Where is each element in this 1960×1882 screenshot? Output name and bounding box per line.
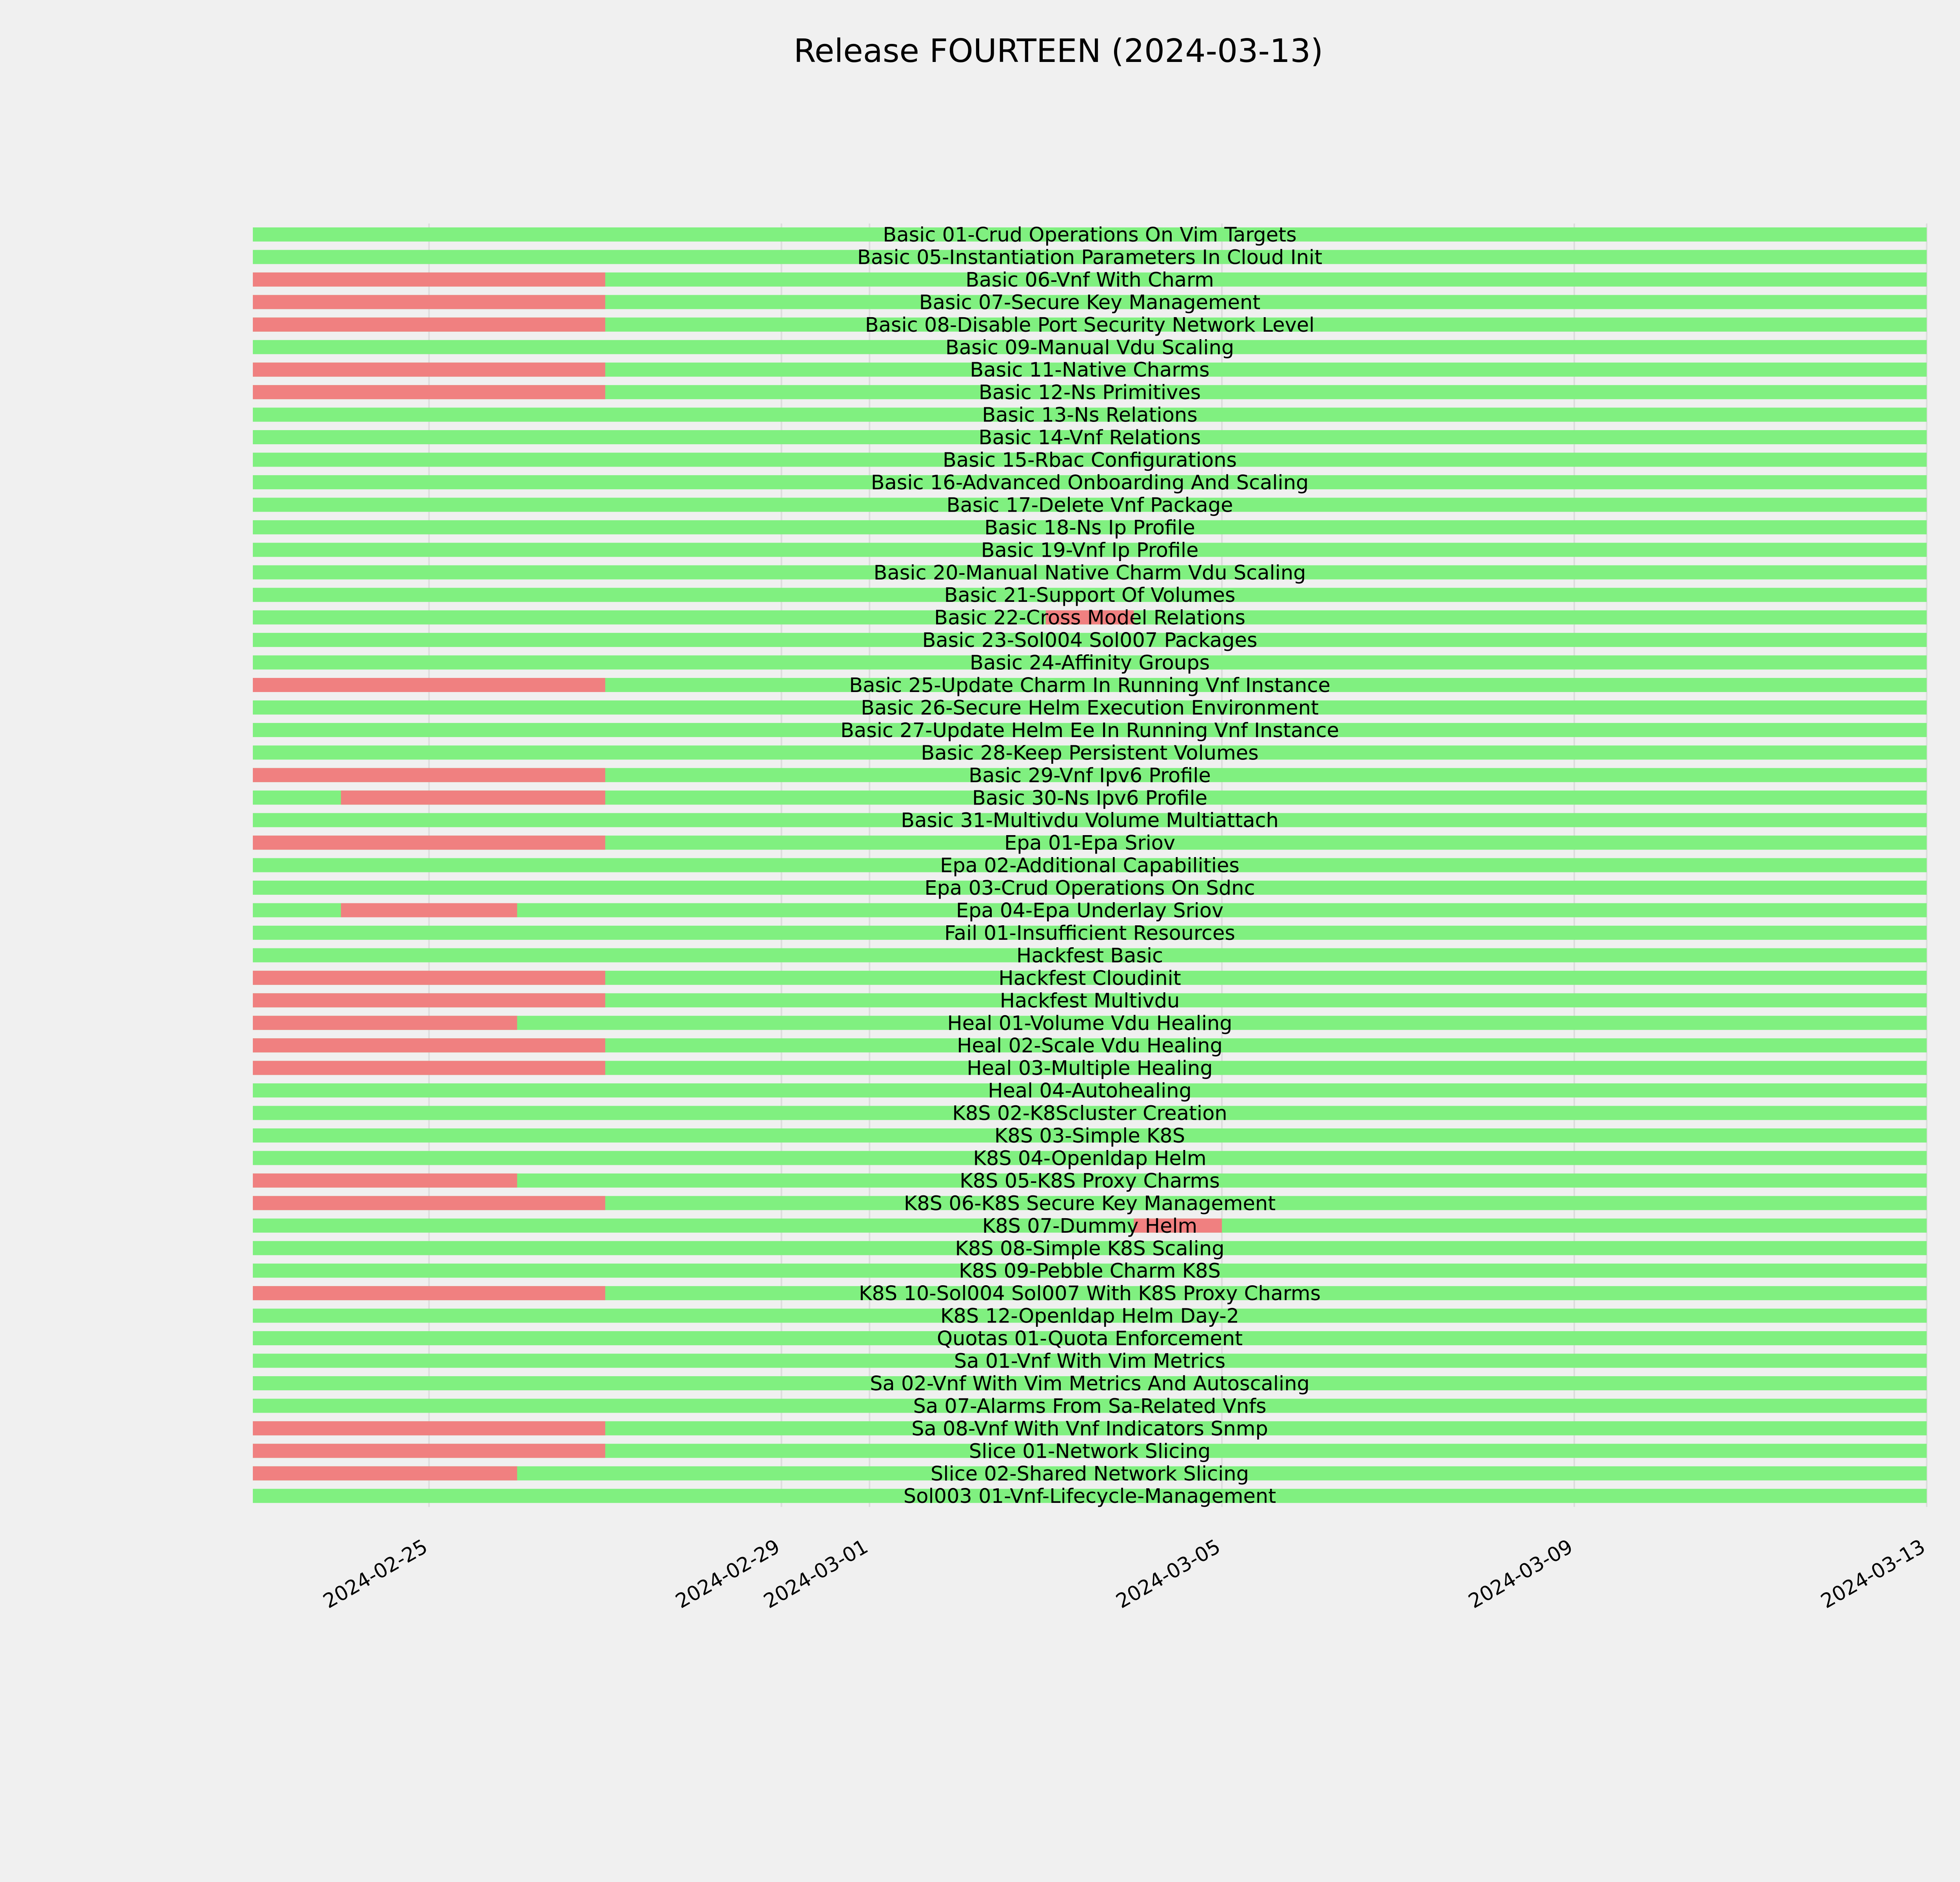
- x-axis-ticks: [319, 1535, 1929, 1613]
- fail-bar: [253, 993, 605, 1007]
- test-label: Basic 09-Manual Vdu Scaling: [945, 336, 1234, 360]
- test-label: K8S 03-Simple K8S: [994, 1124, 1185, 1148]
- test-label: K8S 07-Dummy Helm: [982, 1214, 1198, 1238]
- fail-bar: [253, 1174, 517, 1188]
- test-label: Epa 01-Epa Sriov: [1004, 832, 1176, 855]
- test-label: K8S 02-K8Scluster Creation: [952, 1102, 1227, 1125]
- test-label: Basic 16-Advanced Onboarding And Scaling: [871, 471, 1309, 494]
- test-label: Basic 15-Rbac Configurations: [942, 449, 1237, 472]
- test-label: Slice 01-Network Slicing: [969, 1440, 1211, 1463]
- fail-bar: [253, 318, 605, 332]
- test-label: Quotas 01-Quota Enforcement: [936, 1327, 1243, 1351]
- x-tick-label: 2024-03-13: [1817, 1535, 1929, 1613]
- test-label: Basic 14-Vnf Relations: [978, 426, 1201, 450]
- fail-bar: [253, 678, 605, 692]
- fail-bar: [253, 1466, 517, 1481]
- test-label: Basic 17-Delete Vnf Package: [946, 494, 1233, 517]
- x-tick-label: 2024-03-05: [1112, 1535, 1225, 1613]
- test-label: Basic 29-Vnf Ipv6 Profile: [969, 764, 1211, 787]
- test-label: Basic 23-Sol004 Sol007 Packages: [922, 629, 1258, 652]
- test-label: Heal 02-Scale Vdu Healing: [957, 1034, 1223, 1058]
- fail-bar: [253, 971, 605, 985]
- test-label: Hackfest Cloudinit: [998, 966, 1181, 990]
- test-label: K8S 04-Openldap Helm: [973, 1147, 1207, 1170]
- fail-bar: [341, 790, 605, 805]
- test-label: Basic 28-Keep Persistent Volumes: [921, 741, 1259, 765]
- test-label: Basic 27-Update Helm Ee In Running Vnf Instance: [840, 719, 1339, 742]
- test-label: Basic 25-Update Charm In Running Vnf Instance: [849, 674, 1330, 697]
- test-label: K8S 05-K8S Proxy Charms: [960, 1169, 1220, 1193]
- test-label: Heal 04-Autohealing: [988, 1079, 1192, 1103]
- fail-bar: [253, 363, 605, 377]
- fail-bar: [253, 295, 605, 309]
- test-label: Hackfest Multivdu: [1000, 989, 1180, 1013]
- test-label: Fail 01-Insufficient Resources: [944, 921, 1235, 945]
- test-label: Basic 05-Instantiation Parameters In Cloud Init: [857, 246, 1323, 269]
- fail-bar: [253, 1286, 605, 1300]
- test-label: Slice 02-Shared Network Slicing: [930, 1462, 1249, 1486]
- test-label: Epa 02-Additional Capabilities: [940, 854, 1240, 877]
- test-label: Epa 03-Crud Operations On Sdnc: [924, 877, 1255, 900]
- test-label: Basic 22-Cross Model Relations: [934, 606, 1246, 630]
- test-label: Basic 13-Ns Relations: [982, 403, 1198, 427]
- test-label: K8S 10-Sol004 Sol007 With K8S Proxy Charms: [858, 1282, 1321, 1306]
- test-label: Epa 04-Epa Underlay Sriov: [956, 899, 1224, 923]
- test-label: Basic 07-Secure Key Management: [919, 291, 1261, 314]
- test-label: K8S 06-K8S Secure Key Management: [904, 1192, 1276, 1215]
- test-label: K8S 12-Openldap Helm Day-2: [940, 1304, 1240, 1328]
- fail-bar: [253, 272, 605, 287]
- test-label: K8S 09-Pebble Charm K8S: [958, 1259, 1221, 1283]
- test-label: Basic 24-Affinity Groups: [969, 651, 1210, 675]
- fail-bar: [253, 1061, 605, 1075]
- test-label: K8S 08-Simple K8S Scaling: [955, 1237, 1225, 1261]
- fail-bar: [253, 385, 605, 399]
- test-label: Sa 02-Vnf With Vim Metrics And Autoscaling: [870, 1372, 1310, 1395]
- fail-bar: [253, 1421, 605, 1435]
- test-label: Basic 12-Ns Primitives: [978, 381, 1201, 405]
- fail-bar: [253, 836, 605, 850]
- fail-bar: [253, 1196, 605, 1210]
- x-tick-label: 2024-03-09: [1465, 1535, 1577, 1613]
- test-label: Basic 01-Crud Operations On Vim Targets: [883, 223, 1297, 247]
- test-label: Basic 30-Ns Ipv6 Profile: [972, 787, 1208, 810]
- test-label: Basic 21-Support Of Volumes: [944, 584, 1236, 607]
- x-tick-label: 2024-03-01: [760, 1535, 872, 1613]
- test-label: Sol003 01-Vnf-Lifecycle-Management: [903, 1485, 1276, 1508]
- test-label: Basic 26-Secure Helm Execution Environment: [861, 696, 1319, 720]
- fail-bar: [253, 768, 605, 782]
- chart-title: Release FOURTEEN (2024-03-13): [793, 33, 1323, 70]
- fail-bar: [253, 1016, 517, 1030]
- test-label: Sa 01-Vnf With Vim Metrics: [954, 1350, 1226, 1373]
- test-label: Sa 08-Vnf With Vnf Indicators Snmp: [911, 1417, 1268, 1441]
- test-label: Basic 31-Multivdu Volume Multiattach: [901, 809, 1279, 832]
- test-label: Heal 01-Volume Vdu Healing: [947, 1012, 1232, 1035]
- x-tick-label: 2024-02-25: [319, 1535, 432, 1613]
- test-label: Basic 20-Manual Native Charm Vdu Scaling: [873, 561, 1306, 585]
- test-label: Sa 07-Alarms From Sa-Related Vnfs: [913, 1395, 1267, 1418]
- fail-bar: [253, 1038, 605, 1052]
- fail-bar: [341, 903, 517, 917]
- fail-bar: [253, 1444, 605, 1458]
- x-tick-label: 2024-02-29: [671, 1535, 784, 1613]
- test-label: Hackfest Basic: [1016, 944, 1163, 968]
- test-label: Basic 11-Native Charms: [970, 358, 1210, 382]
- test-label: Basic 06-Vnf With Charm: [965, 268, 1214, 292]
- test-label: Basic 18-Ns Ip Profile: [984, 516, 1195, 540]
- test-label: Basic 19-Vnf Ip Profile: [981, 539, 1199, 562]
- test-label: Basic 08-Disable Port Security Network Level: [865, 313, 1315, 337]
- test-label: Heal 03-Multiple Healing: [967, 1057, 1213, 1080]
